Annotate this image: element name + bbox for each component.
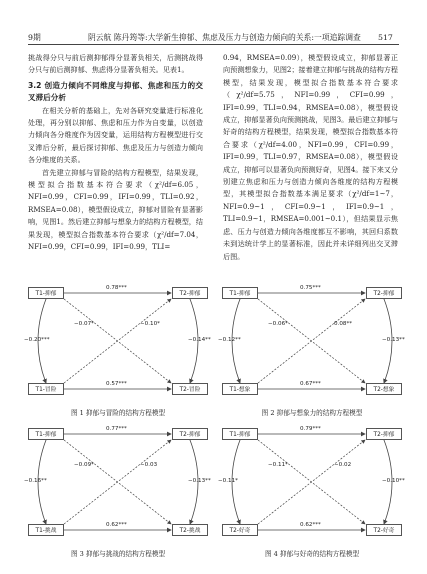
- node-t1-variable: T2-好奇: [222, 524, 258, 536]
- page-number: 517: [378, 33, 393, 42]
- coef-diag-a: −0.06*: [268, 321, 288, 327]
- coef-right: −0.13**: [382, 337, 405, 343]
- figure-4: [218, 426, 405, 564]
- coef-left: −0.11*: [218, 478, 238, 484]
- node-t2-variable: T2-挑战: [172, 524, 208, 536]
- node-t2-variable: T2-想象: [366, 383, 402, 395]
- node-t1-variable: T1-想象: [222, 383, 258, 395]
- node-t2-depression: T2-抑郁: [172, 287, 208, 299]
- coef-diag-b: 0.08**: [334, 321, 353, 327]
- coef-diag-a: −0.11*: [268, 462, 288, 468]
- coef-top: 0.78***: [106, 285, 127, 291]
- paragraph: 首先建立抑郁与冒险的结构方程模型，结果发现，模型拟合指数基本符合要求（χ²/df=6.05，NFI=0.99，CFI=0.99，IFI=0.99，TLI=0.92，RMSEA=0.08），模型假设成立，抑郁对冒险有显著影响，见图1。然后建立抑郁与想象力的结构方程模型，结果发现，模型拟合指数基本符合要求（χ²/df=7.04，NFI=0.99，CFI=0.99，IFI=0.99，TLI=: [28, 167, 203, 252]
- coef-right: −0.10**: [382, 478, 405, 484]
- node-t2-variable: T2-好奇: [366, 524, 402, 536]
- node-t1-depression: T1-抑郁: [222, 428, 258, 440]
- coef-right: −0.14**: [188, 337, 211, 343]
- coef-bottom: 0.62***: [106, 522, 127, 528]
- coef-top: 0.77***: [106, 426, 127, 432]
- intro-text: 挑战得分只与前后测抑郁得分显著负相关，后测挑战得分只与前后测抑郁、焦虑得分显著负相关。见表1。: [28, 53, 203, 75]
- node-t2-variable: T2-冒险: [172, 383, 208, 395]
- issue-label: 9期: [28, 33, 41, 42]
- coef-bottom: 0.57***: [106, 381, 127, 387]
- coef-bottom: 0.62***: [300, 522, 321, 528]
- coef-right: −0.13**: [188, 478, 211, 484]
- coef-diag-a: −0.07*: [74, 321, 94, 327]
- node-t2-depression: T2-抑郁: [172, 428, 208, 440]
- paragraph: 在相关分析的基础上，先对各研究变量进行标准化处理，再分别以抑郁、焦虑和压力作为自变量，以创造力倾向各分维度作为因变量，运用结构方程模型进行交叉滞后分析，最后探讨抑郁、焦虑及压力与创造力倾向各分维度的关系。: [28, 105, 203, 165]
- header-rule: [28, 44, 399, 45]
- node-t2-depression: T2-抑郁: [366, 428, 402, 440]
- figure-1: [24, 285, 211, 423]
- right-column: [223, 52, 398, 263]
- figure-3: [24, 426, 211, 564]
- node-t1-depression: T1-抑郁: [28, 287, 64, 299]
- coef-left: −0.12**: [218, 337, 241, 343]
- node-t1-depression: T1-抑郁: [28, 428, 64, 440]
- coef-left: −0.16**: [24, 478, 47, 484]
- coef-diag-b: −0.03: [140, 462, 158, 468]
- left-column: [28, 52, 203, 254]
- coef-top: 0.75***: [300, 285, 321, 291]
- paragraph: 0.94，RMSEA=0.09），模型假设成立，抑郁显著正向预测想象力，见图2；接着建立抑郁与挑战的结构方程模型，结果发现，模型拟合指数基本符合要求（χ²/df=5.75，NFI=0.99，CFI=0.99，IFI=0.99，TLI=0.94，RMSEA=0.08），模型假设成立，抑郁显著负向预测挑战，见图3。最后建立抑郁与好奇的结构方程模型，结果发现，模型拟合指数基本符合要求（χ²/df=4.00，NFI=0.99，CFI=0.99，IFI=0.99，TLI=0.97，RMSEA=0.08），模型假设成立，抑郁可以显著负向预测好奇，见图4。接下来又分别建立焦虑和压力与创造力倾向各维度的结构方程模型，其模型拟合指数基本满足要求（χ²/df=1~7，NFI=0.9~1，CFI=0.9~1，IFI=0.9~1，TLI=0.9~1，RMSEA=0.001~0.1），但结果显示焦虑、压力与创造力倾向各维度都互不影响，其回归系数未到达统计学上的显著标准，因此并未详细列出交叉滞后图。: [223, 53, 398, 261]
- coef-diag-a: −0.09*: [74, 462, 94, 468]
- figure-caption: 图 2 抑郁与想象力的结构方程模型: [261, 409, 363, 417]
- figure-caption: 图 4 抑郁与好奇的结构方程模型: [264, 550, 360, 558]
- coef-diag-b: −0.10*: [140, 321, 160, 327]
- coef-bottom: 0.67***: [300, 381, 321, 387]
- node-t2-depression: T2-抑郁: [366, 287, 402, 299]
- node-t1-depression: T1-抑郁: [222, 287, 258, 299]
- figure-2: [218, 285, 405, 423]
- coef-top: 0.79***: [300, 426, 321, 432]
- figure-caption: 图 1 抑郁与冒险的结构方程模型: [70, 409, 166, 417]
- coef-diag-b: −0.02: [334, 462, 352, 468]
- section-heading: 3.2 创造力倾向不同维度与抑郁、焦虑和压力的交叉滞后分析: [28, 80, 203, 103]
- node-t1-variable: T1-挑战: [28, 524, 64, 536]
- coef-left: −0.20***: [24, 337, 50, 343]
- running-title: 阴云航 陈丹筠等:大学新生抑郁、焦虑及压力与创造力倾向的关系:一项追踪调查: [88, 33, 361, 42]
- node-t1-variable: T1-冒险: [28, 383, 64, 395]
- figure-caption: 图 3 抑郁与挑战的结构方程模型: [70, 550, 166, 558]
